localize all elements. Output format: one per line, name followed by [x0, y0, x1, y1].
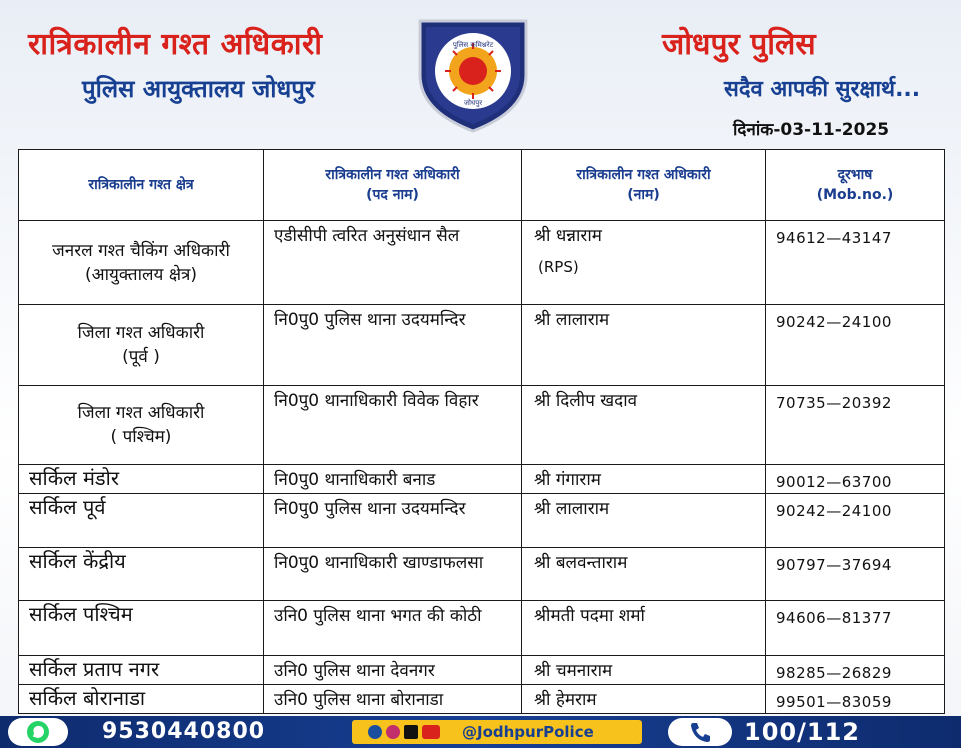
area-cell: जिला गश्त अधिकारी ( पश्चिम): [19, 386, 264, 465]
brand-title: जोधपुर पुलिस: [662, 27, 816, 62]
phone-cell: 94606—81377: [766, 601, 945, 656]
header-area: रात्रिकालीन गश्त क्षेत्र: [19, 150, 264, 221]
brand-tagline: सदैव आपकी सुरक्षार्थ...: [724, 77, 921, 102]
phone-cell: 90242—24100: [766, 494, 945, 548]
whatsapp-number[interactable]: 9530440800: [102, 719, 266, 744]
area-cell: सर्किल पश्चिम: [19, 601, 264, 656]
name-cell: श्री गंगाराम: [522, 465, 766, 494]
area-cell: सर्किल केंद्रीय: [19, 548, 264, 601]
area-cell: सर्किल मंडोर: [19, 465, 264, 494]
page-title: रात्रिकालीन गश्त अधिकारी: [28, 27, 323, 62]
table-row: [19, 656, 945, 685]
table-row: [19, 548, 945, 601]
name-cell: श्री धन्नाराम (RPS): [522, 221, 766, 305]
post-cell: नि0पु0 पुलिस थाना उदयमन्दिर: [264, 494, 522, 548]
name-cell: श्री चमनाराम: [522, 656, 766, 685]
phone-cell: 90797—37694: [766, 548, 945, 601]
table-row: [19, 305, 945, 386]
table-row: [19, 601, 945, 656]
badge-top-text: पुलिस कमिश्नरेट: [452, 41, 494, 49]
area-cell: सर्किल बोरानाडा: [19, 685, 264, 714]
post-cell: नि0पु0 थानाधिकारी बनाड: [264, 465, 522, 494]
post-cell: उनि0 पुलिस थाना देवनगर: [264, 656, 522, 685]
post-cell: नि0पु0 थानाधिकारी विवेक विहार: [264, 386, 522, 465]
post-cell: एडीसीपी त्वरित अनुसंधान सैल: [264, 221, 522, 305]
name-cell: श्री दिलीप खदाव: [522, 386, 766, 465]
page-header: [0, 0, 961, 148]
phone-cell: 90012—63700: [766, 465, 945, 494]
office-subtitle: पुलिस आयुक्तालय जोधपुर: [82, 75, 315, 103]
helpline-number[interactable]: 100/112: [744, 718, 860, 746]
name-cell: श्री लालाराम: [522, 305, 766, 386]
phone-cell: 94612—43147: [766, 221, 945, 305]
badge-bottom-text: जोधपुर: [463, 99, 483, 107]
name-cell: श्री हेमराम: [522, 685, 766, 714]
post-cell: उनि0 पुलिस थाना भगत की कोठी: [264, 601, 522, 656]
table-header-row: [19, 150, 945, 221]
post-cell: उनि0 पुलिस थाना बोरानाडा: [264, 685, 522, 714]
date-label: दिनांक-03-11-2025: [733, 120, 890, 140]
area-cell: जिला गश्त अधिकारी (पूर्व ): [19, 305, 264, 386]
social-media-bar[interactable]: [352, 720, 642, 744]
name-cell: श्री बलवन्ताराम: [522, 548, 766, 601]
header-post: रात्रिकालीन गश्त अधिकारी (पद नाम): [264, 150, 522, 221]
phone-cell: 99501—83059: [766, 685, 945, 714]
area-cell: सर्किल प्रताप नगर: [19, 656, 264, 685]
social-handle[interactable]: @JodhpurPolice: [462, 723, 594, 741]
post-cell: नि0पु0 पुलिस थाना उदयमन्दिर: [264, 305, 522, 386]
header-name: रात्रिकालीन गश्त अधिकारी (नाम): [522, 150, 766, 221]
table-row: [19, 465, 945, 494]
phone-cell: 98285—26829: [766, 656, 945, 685]
table-row: [19, 221, 945, 305]
phone-cell: 70735—20392: [766, 386, 945, 465]
area-cell: जनरल गश्त चैकिंग अधिकारी (आयुक्तालय क्षेत्र): [19, 221, 264, 305]
whatsapp-icon[interactable]: [8, 718, 68, 746]
instagram-icon[interactable]: [386, 725, 400, 739]
name-cell: श्री लालाराम: [522, 494, 766, 548]
patrol-officers-table: [18, 149, 945, 714]
table-row: [19, 685, 945, 714]
facebook-icon[interactable]: [368, 725, 382, 739]
header-phone: दूरभाष (Mob.no.): [766, 150, 945, 221]
police-badge-icon: [412, 13, 534, 135]
name-cell: श्रीमती पदमा शर्मा: [522, 601, 766, 656]
contact-footer: [0, 716, 961, 748]
table-row: [19, 494, 945, 548]
x-icon[interactable]: [404, 725, 418, 739]
phone-cell: 90242—24100: [766, 305, 945, 386]
youtube-icon[interactable]: [422, 725, 440, 739]
phone-icon[interactable]: [668, 718, 732, 746]
post-cell: नि0पु0 थानाधिकारी खाण्डाफलसा: [264, 548, 522, 601]
area-cell: सर्किल पूर्व: [19, 494, 264, 548]
table-row: [19, 386, 945, 465]
